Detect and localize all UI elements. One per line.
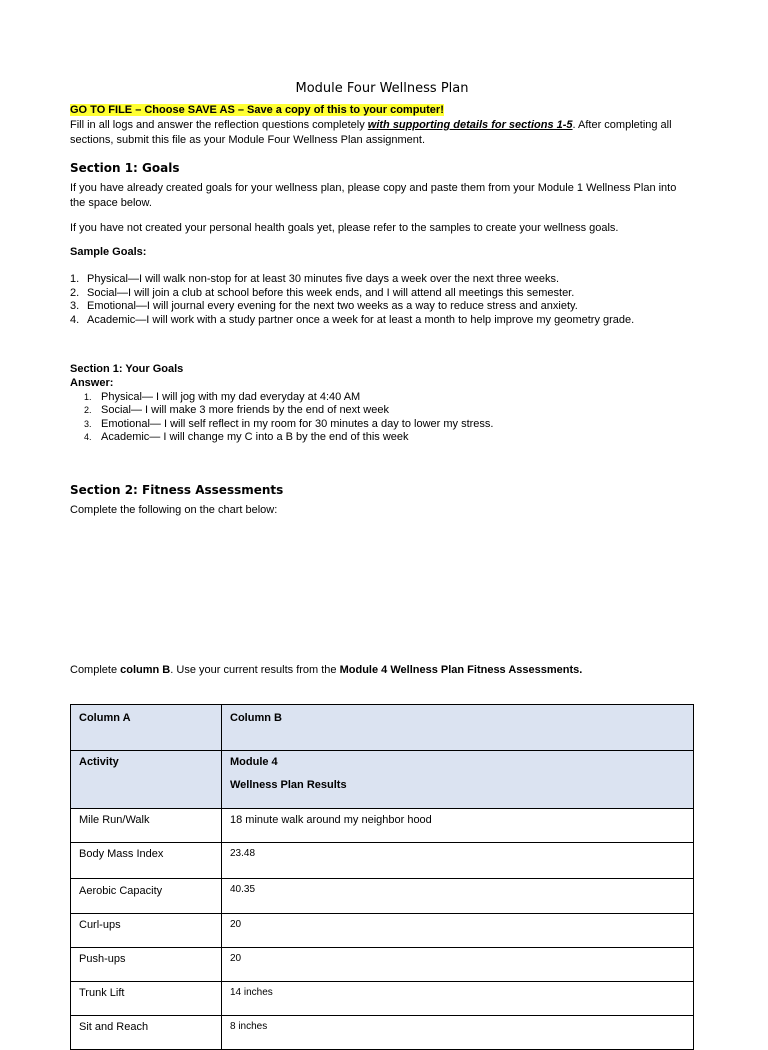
answer-label: Answer: bbox=[70, 376, 114, 389]
activity-cell: Curl-ups bbox=[71, 914, 222, 948]
list-item: 3. Emotional—I will journal every evening for the next two weeks as a way to reduce stress and anxiety. bbox=[70, 300, 578, 312]
list-item: 3. Emotional— I will self reflect in my room for 30 minutes a day to lower my stress. bbox=[84, 417, 494, 430]
intro-text-1: Fill in all logs and answer the reflection questions completely bbox=[70, 119, 368, 131]
result-cell: 8 inches bbox=[222, 1016, 694, 1050]
result-cell: 20 bbox=[222, 914, 694, 948]
results-header bbox=[222, 751, 694, 809]
activity-cell: Aerobic Capacity bbox=[71, 879, 222, 914]
list-item: 4. Academic—I will work with a study partner once a week for at least a month to help improve my geometry grade. bbox=[70, 313, 635, 326]
your-goals-list bbox=[84, 391, 493, 444]
activity-cell: Trunk Lift bbox=[71, 982, 222, 1016]
table-row bbox=[71, 879, 694, 914]
section2-heading: Section 2: Fitness Assessments bbox=[70, 483, 284, 497]
result-cell: 40.35 bbox=[222, 879, 694, 914]
intro-paragraph bbox=[70, 118, 694, 148]
activity-cell: Body Mass Index bbox=[71, 843, 222, 879]
table-row bbox=[71, 914, 694, 948]
document-title: Module Four Wellness Plan bbox=[295, 81, 469, 96]
fitness-assessment-table bbox=[70, 704, 694, 1050]
result-cell: 23.48 bbox=[222, 843, 694, 879]
table-row bbox=[71, 948, 694, 982]
result-cell: 14 inches bbox=[222, 982, 694, 1016]
sample-goals-list bbox=[70, 273, 634, 327]
results-header-line-1: Module 4 bbox=[230, 756, 278, 768]
table-row bbox=[71, 982, 694, 1016]
table-subheader-row bbox=[71, 751, 694, 809]
column-a-header: Column A bbox=[71, 705, 222, 751]
list-item: 2. Social— I will make 3 more friends by the end of next week bbox=[84, 404, 389, 417]
results-header-line-2: Wellness Plan Results bbox=[230, 779, 347, 791]
intro-text-2: . After completing all sections, submit this file as your Module Four Wellness Plan assignment. bbox=[70, 119, 672, 146]
highlighted-text: GO TO FILE – Choose SAVE AS – Save a copy of this to your computer! bbox=[70, 104, 444, 116]
activity-cell: Push-ups bbox=[71, 948, 222, 982]
sample-goals-label: Sample Goals: bbox=[70, 246, 147, 258]
column-b-header: Column B bbox=[222, 705, 694, 751]
activity-cell: Sit and Reach bbox=[71, 1016, 222, 1050]
save-instruction bbox=[70, 104, 444, 116]
result-cell: 20 bbox=[222, 948, 694, 982]
section1-heading: Section 1: Goals bbox=[70, 161, 180, 175]
section1-paragraph-1: If you have already created goals for your wellness plan, please copy and paste them from your Module 1 Wellness Plan into the space below. bbox=[70, 182, 677, 209]
section2-instruction: Complete column B. Use your current results from the Module 4 Wellness Plan Fitness Assessments. bbox=[70, 664, 583, 676]
table-row bbox=[71, 1016, 694, 1050]
intro-emphasis: with supporting details for sections 1-5 bbox=[367, 119, 573, 131]
list-item: 1. Physical—I will walk non-stop for at least 30 minutes five days a week over the next three weeks. bbox=[70, 273, 559, 285]
list-item: 4. Academic— I will change my C into a B by the end of this week bbox=[84, 430, 409, 443]
section1-paragraph-2: If you have not created your personal health goals yet, please refer to the samples to create your wellness goals. bbox=[70, 222, 619, 234]
result-cell: 18 minute walk around my neighbor hood bbox=[222, 809, 694, 843]
list-item: 2. Social—I will join a club at school before this week ends, and I will attend all meetings this semester. bbox=[70, 286, 575, 299]
activity-cell: Mile Run/Walk bbox=[71, 809, 222, 843]
your-goals-heading: Section 1: Your Goals bbox=[70, 363, 184, 375]
list-item: 1. Physical— I will jog with my dad everyday at 4:40 AM bbox=[84, 391, 361, 403]
your-goals-header bbox=[70, 363, 183, 390]
activity-header: Activity bbox=[71, 751, 222, 809]
table-header-row bbox=[71, 705, 694, 751]
table-row bbox=[71, 843, 694, 879]
table-row bbox=[71, 809, 694, 843]
section2-paragraph: Complete the following on the chart below: bbox=[70, 504, 278, 516]
